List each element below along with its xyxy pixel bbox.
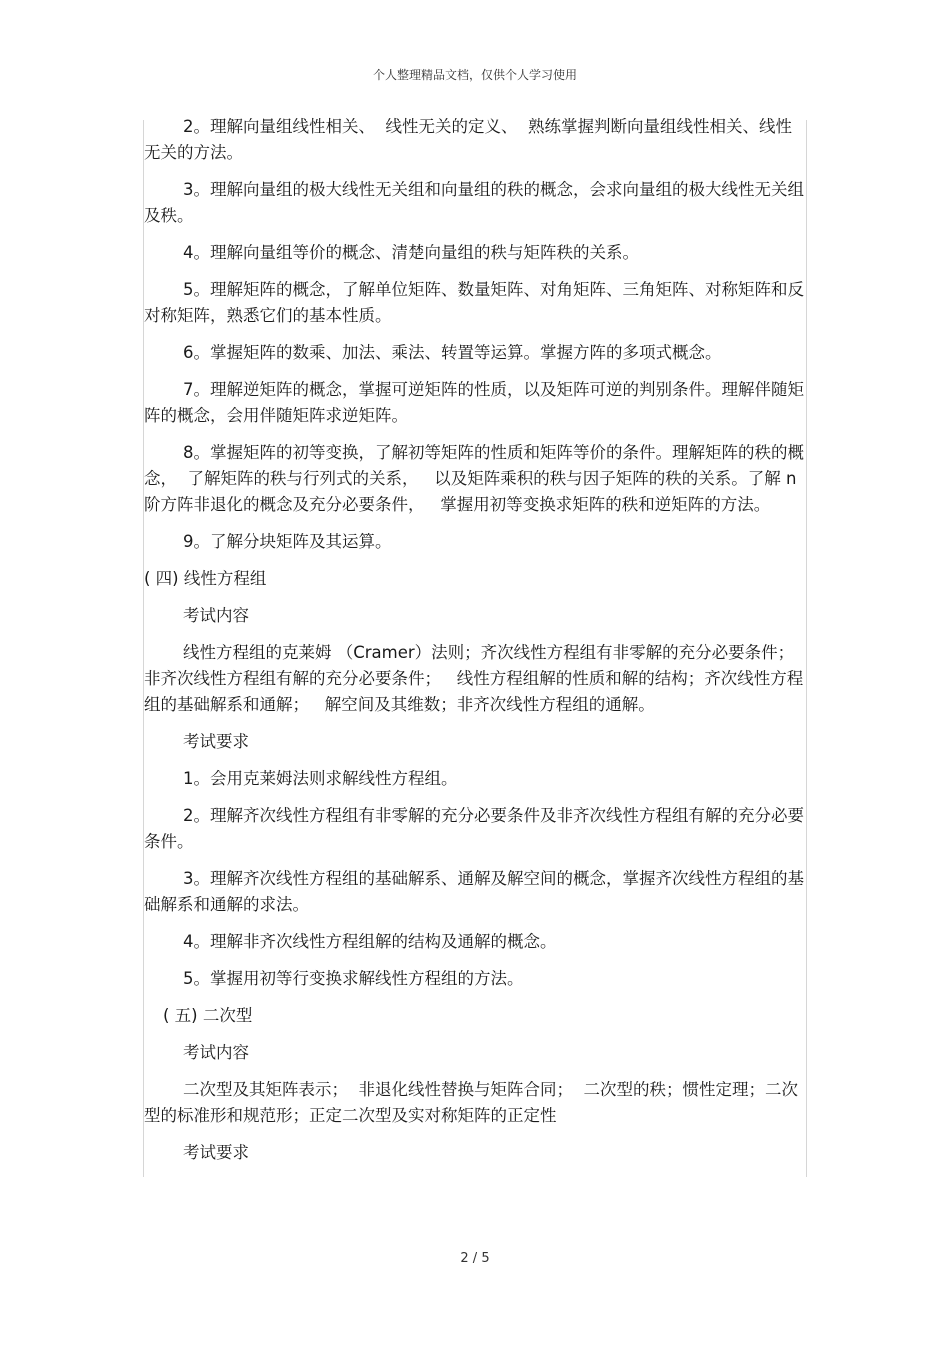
- section-heading-linear-equations: ( 四) 线性方程组: [144, 569, 267, 588]
- subheading-exam-requirements: 考试要求: [183, 1143, 249, 1162]
- right-margin-rule: [806, 120, 807, 1177]
- paragraph: 5。掌握用初等行变换求解线性方程组的方法。: [183, 969, 524, 988]
- paragraph: 5。理解矩阵的概念，了解单位矩阵、数量矩阵、对角矩阵、三角矩阵、对称矩阵和反对称矩阵，熟悉它们的基本性质。: [144, 280, 804, 325]
- paragraph: 8。掌握矩阵的初等变换，了解初等矩阵的性质和矩阵等价的条件。理解矩阵的秩的概念， 了解矩阵的秩与行列式的关系， 以及矩阵乘积的秩与因子矩阵的秩的关系。了解 n 阶方阵非退化的概念及充分必要条件， 掌握用初等变换求矩阵的秩和逆矩阵的方法。: [144, 443, 804, 514]
- paragraph: 6。掌握矩阵的数乘、加法、乘法、转置等运算。掌握方阵的多项式概念。: [183, 343, 722, 362]
- paragraph: 3。理解向量组的极大线性无关组和向量组的秩的概念，会求向量组的极大线性无关组及秩。: [144, 180, 804, 225]
- subheading-exam-requirements: 考试要求: [183, 732, 249, 751]
- paragraph: 线性方程组的克莱姆 （Cramer）法则；齐次线性方程组有非零解的充分必要条件；非齐次线性方程组有解的充分必要条件； 线性方程组解的性质和解的结构；齐次线性方程组的基础解系和通解； 解空间及其维数；非齐次线性方程组的通解。: [144, 643, 804, 714]
- subheading-exam-content: 考试内容: [183, 1043, 249, 1062]
- paragraph: 1。会用克莱姆法则求解线性方程组。: [183, 769, 458, 788]
- section-heading-quadratic-forms: ( 五) 二次型: [163, 1006, 253, 1025]
- document-body: [144, 114, 804, 1177]
- subheading-exam-content: 考试内容: [183, 606, 249, 625]
- page-number: 2 / 5: [460, 1251, 490, 1266]
- paragraph: 9。了解分块矩阵及其运算。: [183, 532, 392, 551]
- paragraph: 7。理解逆矩阵的概念，掌握可逆矩阵的性质，以及矩阵可逆的判别条件。理解伴随矩阵的概念，会用伴随矩阵求逆矩阵。: [144, 380, 804, 425]
- paragraph: 2。理解向量组线性相关、 线性无关的定义、 熟练掌握判断向量组线性相关、线性无关的方法。: [144, 117, 792, 162]
- page-header: 个人整理精品文档，仅供个人学习使用: [372, 68, 577, 82]
- paragraph: 二次型及其矩阵表示； 非退化线性替换与矩阵合同； 二次型的秩；惯性定理；二次型的标准形和规范形；正定二次型及实对称矩阵的正定性: [144, 1080, 798, 1125]
- paragraph: 4。理解向量组等价的概念、清楚向量组的秩与矩阵秩的关系。: [183, 243, 639, 262]
- paragraph: 4。理解非齐次线性方程组解的结构及通解的概念。: [183, 932, 557, 951]
- paragraph: 2。理解齐次线性方程组有非零解的充分必要条件及非齐次线性方程组有解的充分必要条件。: [144, 806, 804, 851]
- paragraph: 3。理解齐次线性方程组的基础解系、通解及解空间的概念，掌握齐次线性方程组的基础解系和通解的求法。: [144, 869, 804, 914]
